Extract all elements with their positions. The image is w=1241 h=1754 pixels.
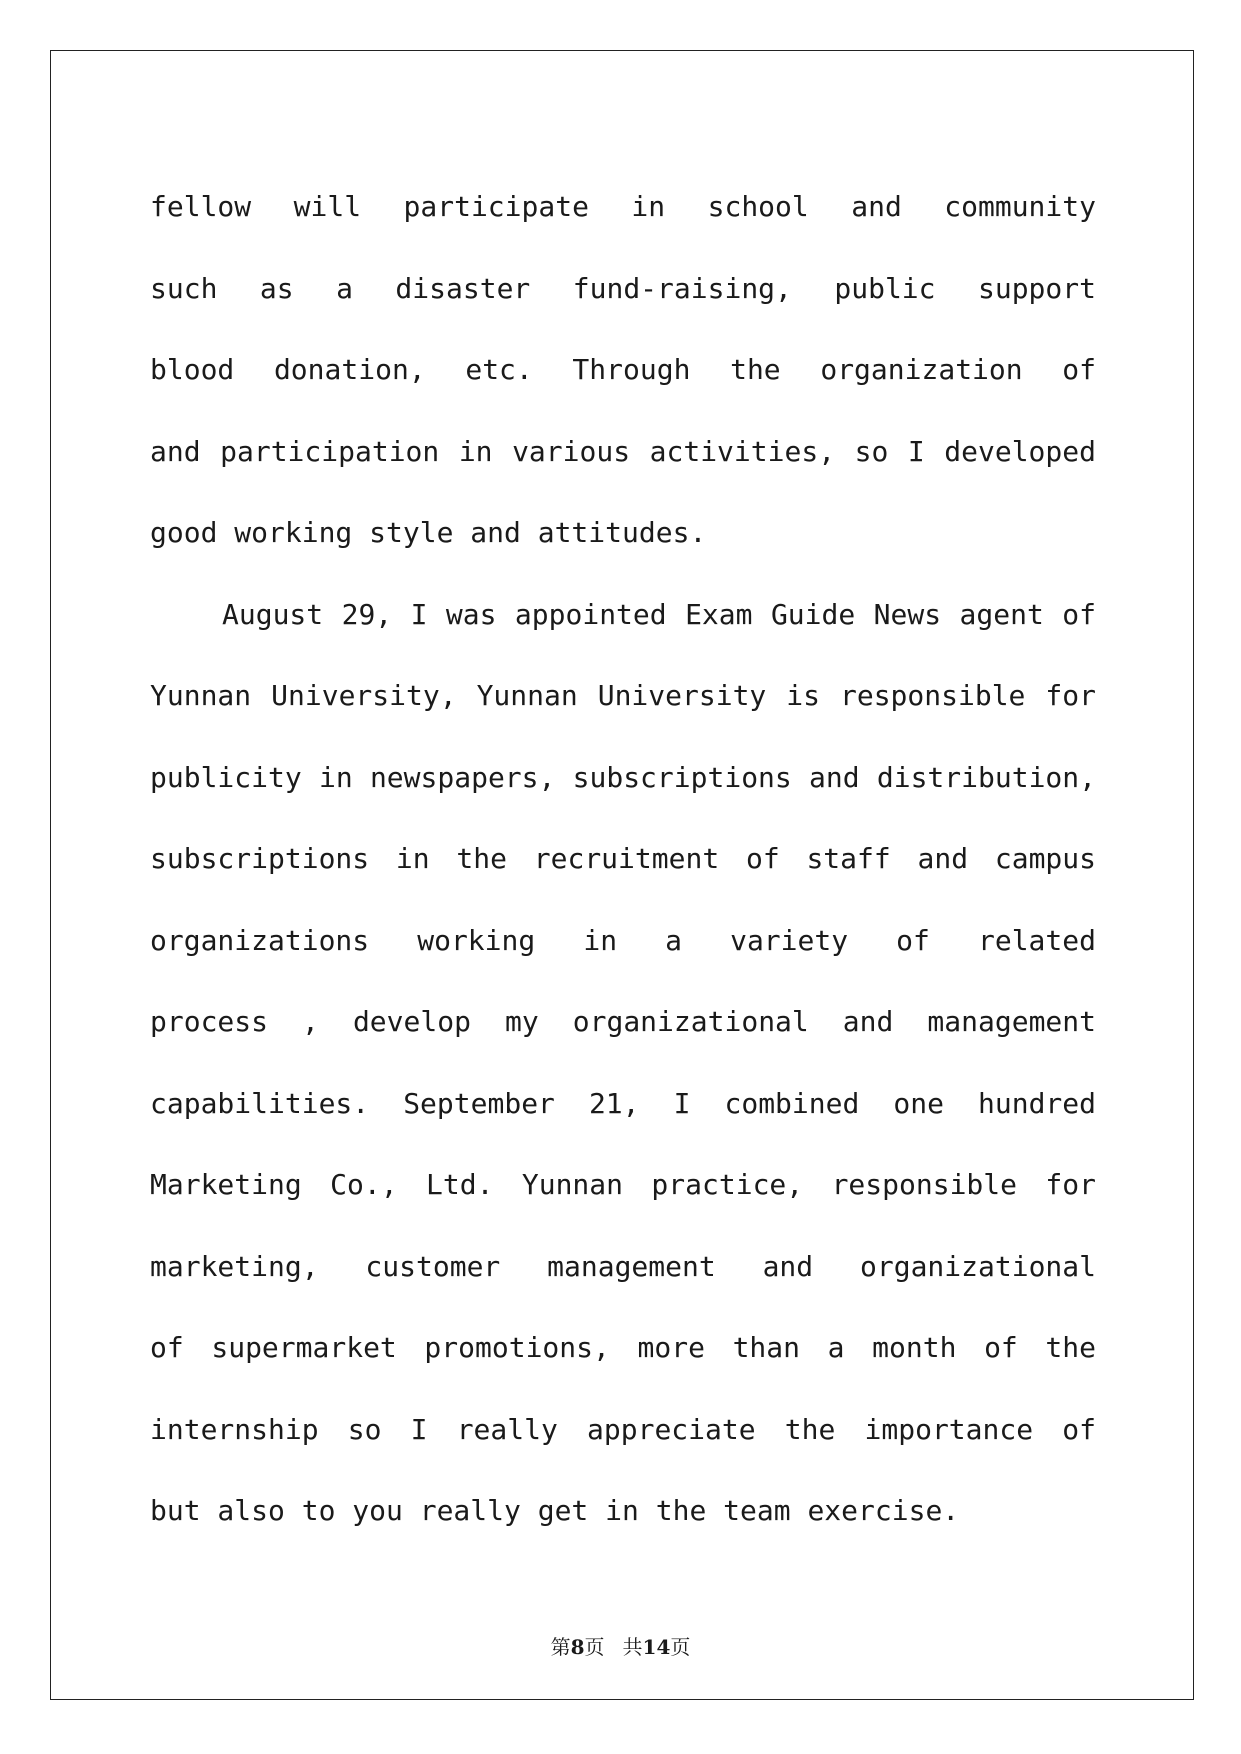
page-number: 8 [570, 1635, 585, 1659]
footer-total-suffix: 页 [670, 1635, 691, 1659]
text-line: subscriptions in the recruitment of staff and campus [150, 842, 1096, 875]
text-line: fellow will participate in school and community [150, 190, 1096, 223]
text-line: Yunnan University, Yunnan University is responsible for [150, 679, 1096, 712]
text-line: capabilities. September 21, I combined one hundred [150, 1086, 1096, 1120]
footer-total-prefix: 共 [622, 1635, 643, 1659]
text-line: organizations working in a variety of related [150, 923, 1096, 957]
text-line: internship so I really appreciate the importance of [150, 1412, 1096, 1446]
text-line: marketing, customer management and organizational [150, 1249, 1096, 1283]
text-line: of supermarket promotions, more than a month of the [150, 1331, 1096, 1364]
footer-page-suffix: 页 [584, 1635, 605, 1659]
text-line: Marketing Co., Ltd. Yunnan practice, responsible for [150, 1168, 1096, 1201]
text-line: publicity in newspapers, subscriptions and distribution, [150, 760, 1096, 794]
text-line: process , develop my organizational and management [150, 1005, 1096, 1038]
text-line: August 29, I was appointed Exam Guide News agent of [222, 597, 1096, 631]
footer-prefix: 第 [550, 1635, 571, 1659]
total-pages: 14 [642, 1635, 671, 1659]
text-line: blood donation, etc. Through the organization of [150, 353, 1096, 386]
page-footer [0, 1631, 1241, 1660]
text-line: and participation in various activities, so I developed [150, 434, 1096, 468]
document-body [150, 166, 1096, 1552]
text-line: such as a disaster fund-raising, public support [150, 271, 1096, 305]
text-line: but also to you really get in the team exercise. [150, 1494, 960, 1527]
text-line: good working style and attitudes. [150, 516, 707, 549]
